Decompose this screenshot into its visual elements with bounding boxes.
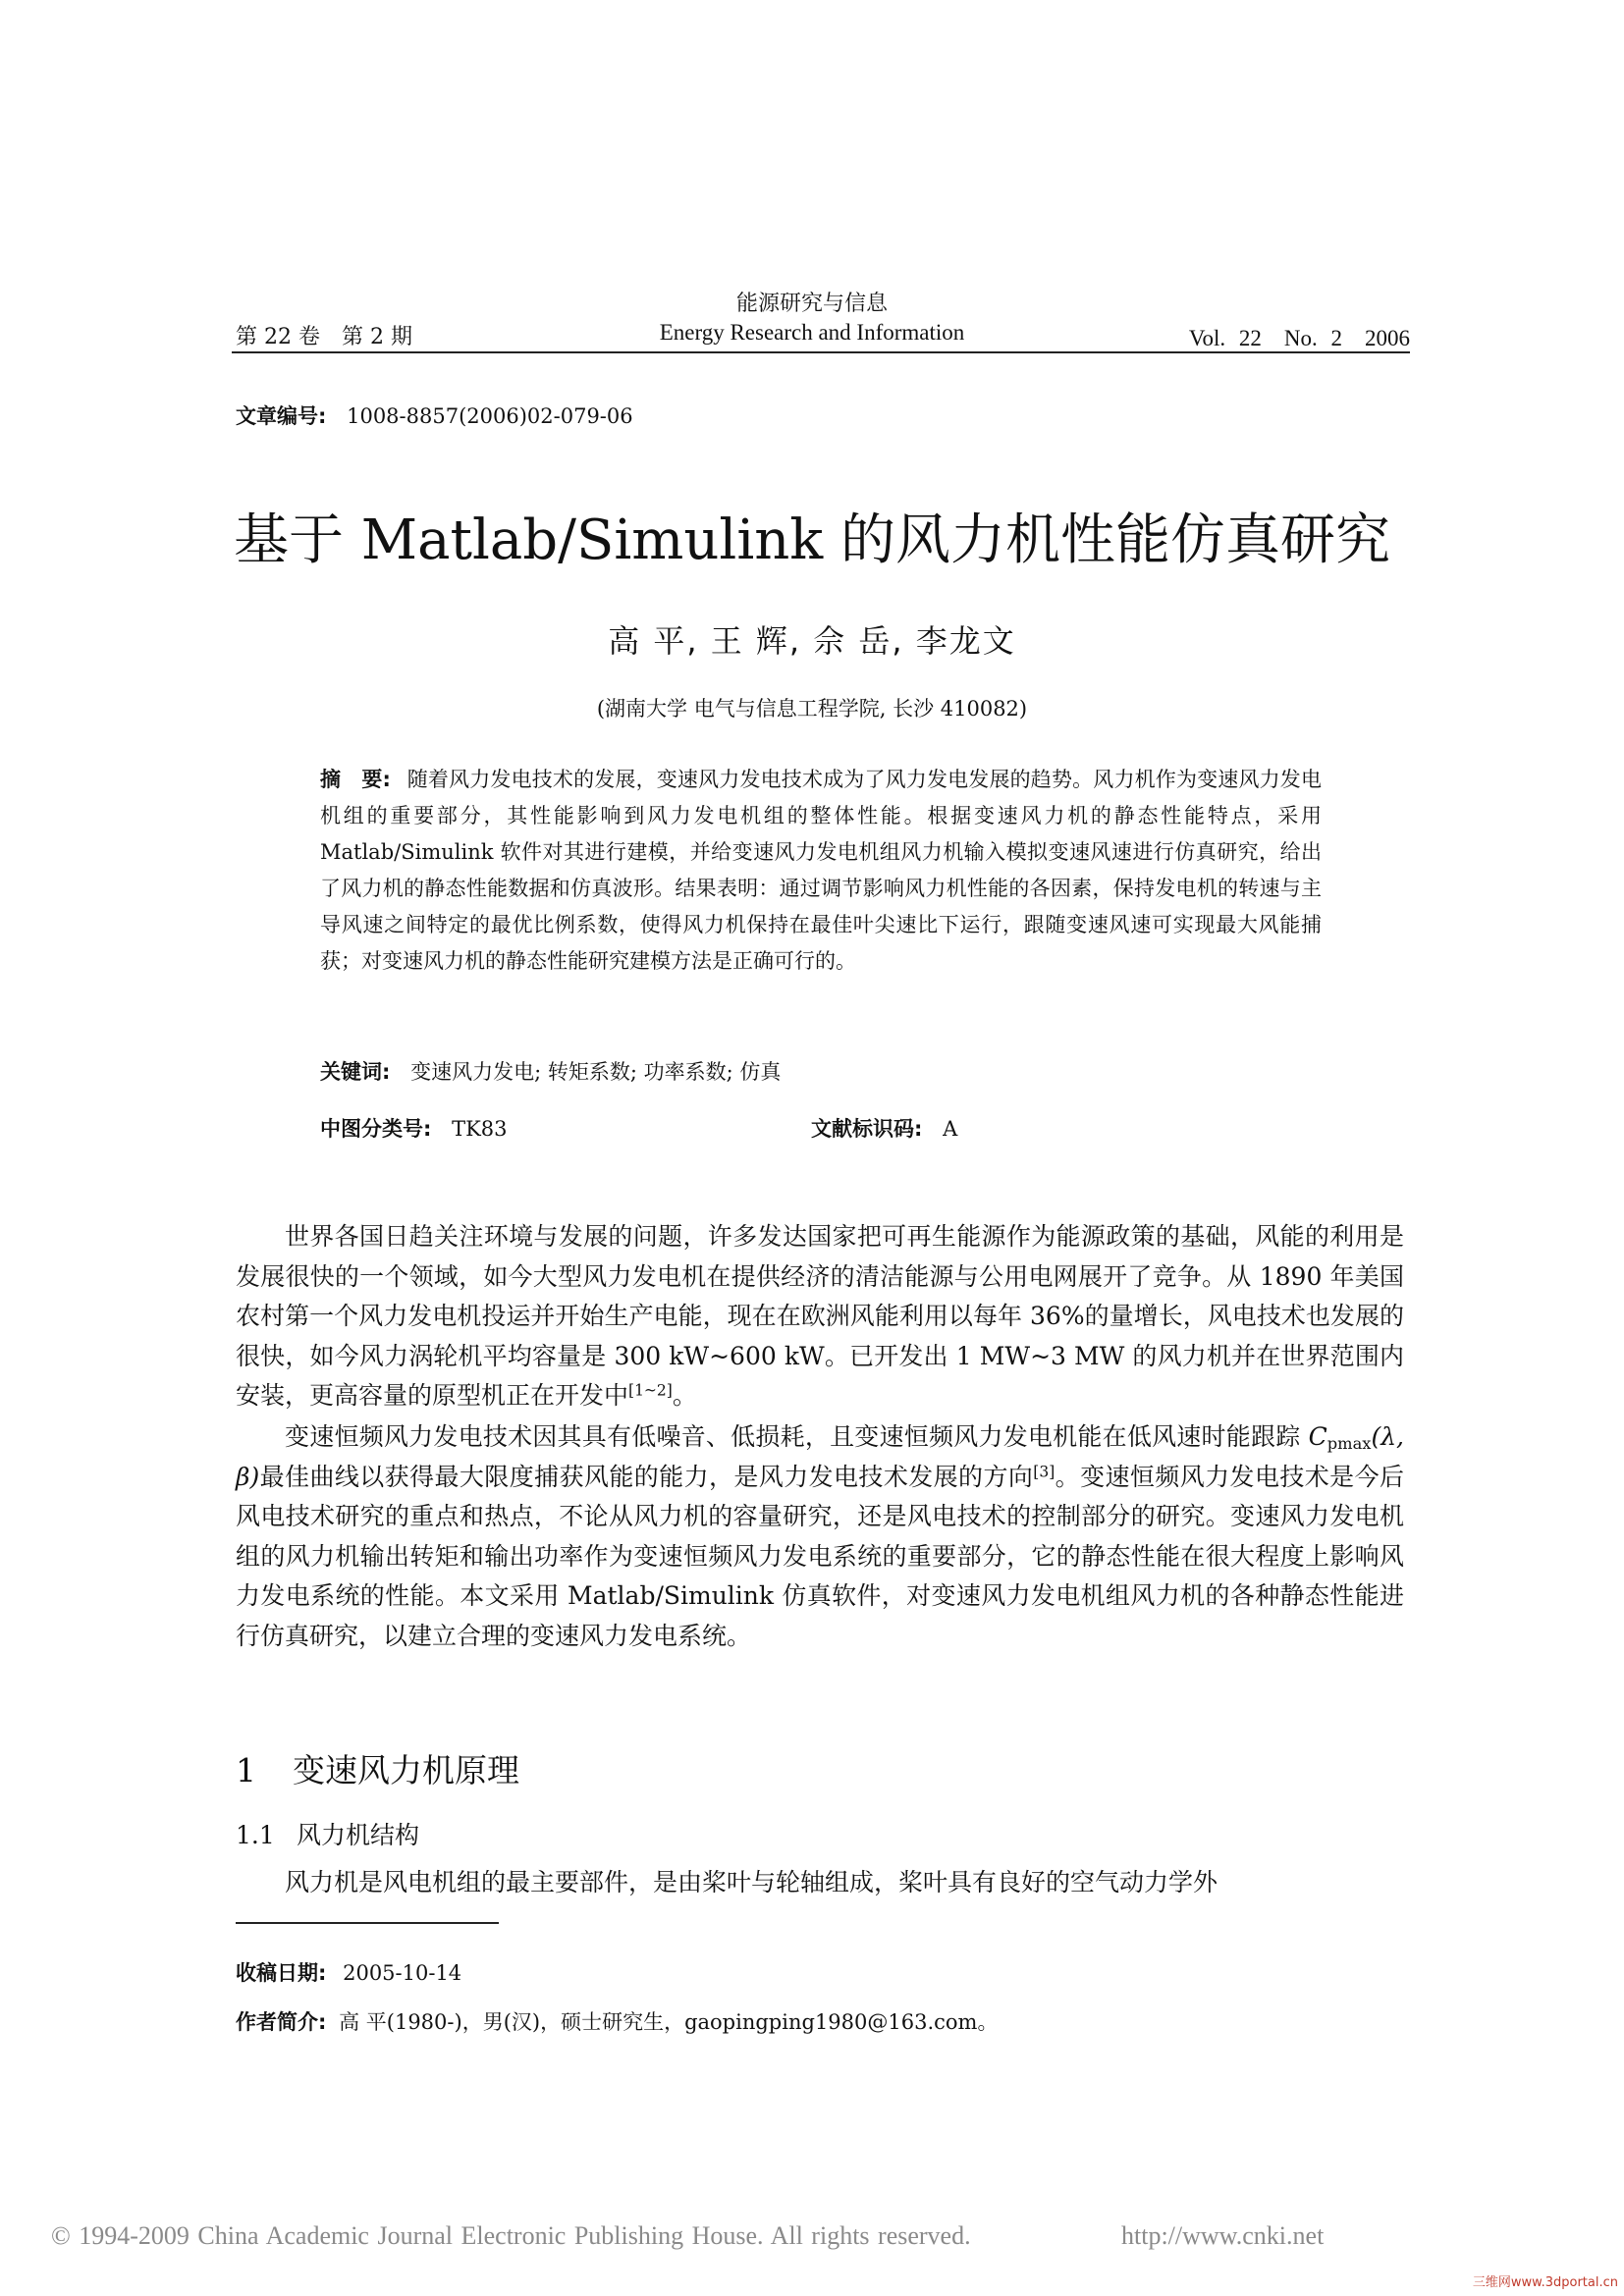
copyright-notice: © 1994-2009 China Academic Journal Electronic Publishing House. All rights reserved. (51, 2221, 971, 2250)
footnote-rule (236, 1922, 499, 1924)
abstract (320, 762, 1322, 980)
section-1-heading (236, 1745, 519, 1791)
section-1-1-title: 风力机结构 (297, 1821, 420, 1849)
body-paragraph-3: 风力机是风电机组的最主要部件，是由桨叶与轮轴组成，桨叶具有良好的空气动力学外 (285, 1868, 1218, 1896)
para2-text-c: 。变速恒频风力发电技术是今后风电技术研究的重点和热点，不论从风力机的容量研究，还是风电技术的控制部分的研究。变速风力发电机组的风力机输出转矩和输出功率作为变速恒频风力发电系统的重要部分，它的静态性能在很大程度上影响风力发电系统的性能。本文采用 Matlab/Simulink 仿真软件，对变速风力发电机组风力机的各种静态性能进行仿真研究，以建立合理的变速风力发电系统。 (236, 1462, 1404, 1650)
document-code (811, 1113, 957, 1143)
clc-number (320, 1113, 508, 1143)
received-value: 2005-10-14 (343, 1961, 462, 1985)
volume-issue-en: Vol. 22 No. 2 2006 (1188, 326, 1410, 350)
document-code-label: 文献标识码: (811, 1117, 923, 1141)
bio-value: 高 平(1980-)，男(汉)，硕士研究生，gaopingping1980@163.com。 (339, 2010, 999, 2034)
body-paragraph-1 (236, 1217, 1404, 1416)
document-code-value: A (943, 1117, 958, 1141)
keywords-value: 变速风力发电; 转矩系数; 功率系数; 仿真 (410, 1060, 782, 1084)
para2-text-b: 最佳曲线以获得最大限度捕获风能的能力，是风力发电技术发展的方向 (259, 1462, 1034, 1491)
clc-value: TK83 (452, 1117, 508, 1141)
keywords (320, 1056, 781, 1086)
article-number-label: 文章编号: (236, 404, 327, 428)
body-paragraph-2 (236, 1417, 1404, 1657)
clc-label: 中图分类号: (320, 1117, 432, 1141)
affiliation: (湖南大学 电气与信息工程学院, 长沙 410082) (596, 697, 1028, 721)
keywords-label: 关键词: (320, 1060, 391, 1084)
cp-subscript: pmax (1326, 1434, 1372, 1454)
journal-name-cn: 能源研究与信息 (735, 292, 888, 316)
citation-3: [3] (1033, 1463, 1056, 1481)
author-bio (236, 2006, 998, 2036)
abstract-label: 摘 要: (320, 768, 391, 791)
cp-symbol: C (1308, 1422, 1327, 1451)
section-1-number: 1 (236, 1751, 256, 1789)
paper-title: 基于 Matlab/Simulink 的风力机性能仿真研究 (233, 508, 1391, 572)
article-number-value: 1008-8857(2006)02-079-06 (347, 404, 633, 428)
bio-label: 作者简介: (236, 2010, 327, 2034)
citation-1-2: [1~2] (628, 1381, 673, 1400)
cp-args: (λ, β) (236, 1422, 1404, 1491)
section-1-1-number: 1.1 (236, 1821, 275, 1849)
header-rule (232, 351, 1410, 353)
received-date (236, 1957, 461, 1987)
authors: 高 平, 王 辉, 佘 岳, 李龙文 (608, 622, 1016, 660)
para1-text: 世界各国日趋关注环境与发展的问题，许多发达国家把可再生能源作为能源政策的基础，风能的利用是发展很快的一个领域，如今大型风力发电机在提供经济的清洁能源与公用电网展开了竞争。从 1890 年美国农村第一个风力发电机投运并开始生产电能，现在在欧洲风能利用以每年 36%的量增长，风电技术也发展的很快，如今风力涡轮机平均容量是 300 kW~600 kW。已开发出 1 MW~3 MW 的风力机并在世界范围内安装，更高容量的原型机正在开发中 (236, 1222, 1404, 1411)
article-number (236, 400, 633, 430)
para2-text-a: 变速恒频风力发电技术因其具有低噪音、低损耗，且变速恒频风力发电机能在低风速时能跟踪 (285, 1422, 1309, 1451)
watermark: 三维网www.3dportal.cn (1472, 2275, 1618, 2290)
section-1-1-heading (236, 1816, 419, 1851)
cnki-link[interactable]: http://www.cnki.net (1121, 2221, 1325, 2250)
received-label: 收稿日期: (236, 1961, 327, 1985)
volume-issue-cn: 第 22 卷 第 2 期 (236, 325, 412, 349)
para1-end: 。 (672, 1381, 697, 1411)
abstract-text: 随着风力发电技术的发展，变速风力发电技术成为了风力发电发展的趋势。风力机作为变速风力发电机组的重要部分，其性能影响到风力发电机组的整体性能。根据变速风力机的静态性能特点，采用 Matlab/Simulink 软件对其进行建模，并给变速风力发电机组风力机输入模拟变速风速进行仿真研究，给出了风力机的静态性能数据和仿真波形。结果表明：通过调节影响风力机性能的各因素，保持发电机的转速与主导风速之间特定的最优比例系数，使得风力机保持在最佳叶尖速比下运行，跟随变速风速可实现最大风能捕获；对变速风力机的静态性能研究建模方法是正确可行的。 (320, 768, 1322, 973)
journal-name-en: Energy Research and Information (659, 320, 965, 345)
section-1-title: 变速风力机原理 (293, 1751, 519, 1789)
